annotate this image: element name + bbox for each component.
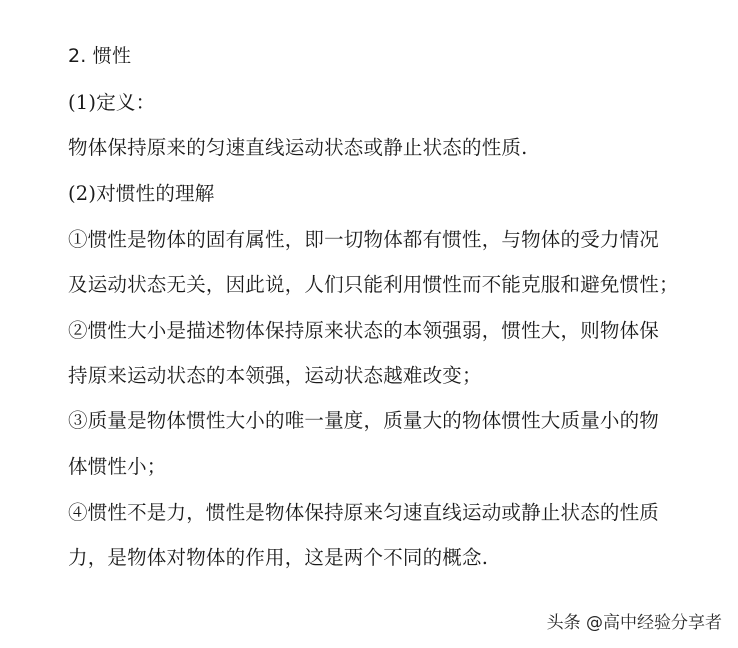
section-heading: 2. 惯性 [68,45,132,67]
point-3-line-2: 体惯性小； [68,455,167,478]
point-4-line-1: ④惯性不是力，惯性是物体保持原来匀速直线运动或静止状态的性质 [68,501,660,524]
definition-text: 物体保持原来的匀速直线运动状态或静止状态的性质. [68,136,528,159]
point-4-line-2: 力，是物体对物体的作用，这是两个不同的概念. [68,546,489,569]
point-1-line-2: 及运动状态无关，因此说，人们只能利用惯性而不能克服和避免惯性； [68,273,679,296]
point-2-line-2: 持原来运动状态的本领强，运动状态越难改变； [68,364,482,387]
understanding-label: (2)对惯性的理解 [68,182,215,205]
source-watermark: 头条 @高中经验分享者 [546,613,722,633]
point-1-line-1: ①惯性是物体的固有属性，即一切物体都有惯性，与物体的受力情况 [68,228,660,251]
point-3-line-1: ③质量是物体惯性大小的唯一量度，质量大的物体惯性大质量小的物 [68,409,660,432]
point-2-line-1: ②惯性大小是描述物体保持原来状态的本领强弱，惯性大，则物体保 [68,319,660,342]
definition-label: (1)定义： [68,91,156,114]
